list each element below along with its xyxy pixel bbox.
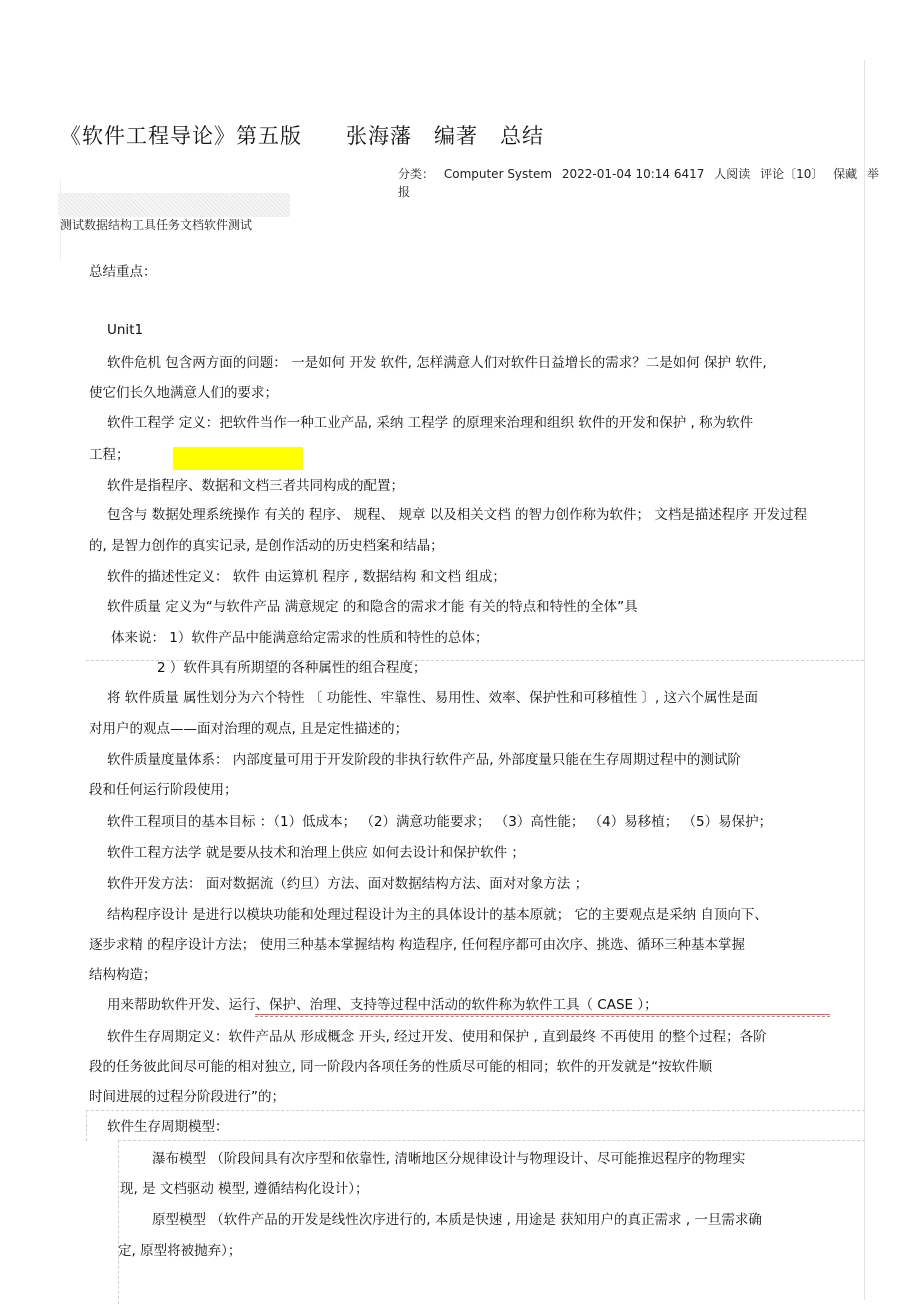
paragraph-line: 结构构造； bbox=[89, 967, 157, 983]
paragraph-line: 软件工程方法学 就是要从技术和治理上供应 如何去设计和保护软件 ； bbox=[107, 845, 525, 861]
paragraph-line: 使它们长久地满意人们的要求； bbox=[89, 385, 278, 401]
paragraph-line: 现, 是 文档驱动 模型, 遵循结构化设计）； bbox=[120, 1181, 369, 1197]
paragraph-line: 将 软件质量 属性划分为六个特性 〔 功能性、牢靠性、易用性、效率、保护性和可移植性 〕, 这六个属性是面 bbox=[107, 690, 759, 706]
comments-link[interactable]: 评论〔10〕 bbox=[760, 167, 824, 181]
highlight-mark bbox=[173, 447, 303, 470]
paragraph-line: 原型模型 （软件产品的开发是线性次序进行的, 本质是快速 , 用途是 获知用户的真正需求 , 一旦需求确 bbox=[152, 1212, 762, 1228]
paragraph-line: 对用户的观点——面对治理的观点, 且是定性描述的； bbox=[89, 721, 409, 737]
paragraph-line: 软件危机 包含两方面的问题： 一是如何 开发 软件, 怎样满意人们对软件日益增长的需求？二是如何 保护 软件, bbox=[107, 355, 767, 371]
paragraph-line: 包含与 数据处理系统操作 有关的 程序、 规程、 规章 以及相关文档 的智力创作称为软件； 文档是描述程序 开发过程 bbox=[107, 507, 808, 523]
paragraph-line: 逐步求精 的程序设计方法； 使用三种基本掌握结构 构造程序, 任何程序都可由次序、挑选、循环三种基本掌握 bbox=[89, 937, 745, 953]
paragraph-line: 用来帮助软件开发、运行、保护、治理、支持等过程中活动的软件称为软件工具（ CASE ）； bbox=[107, 997, 658, 1013]
dark-rule bbox=[255, 1016, 830, 1017]
article-title: 《软件工程导论》第五版 张海藩 编著 总结 bbox=[60, 124, 544, 148]
favorite-link[interactable]: 保藏 bbox=[833, 167, 858, 181]
datetime-reads: 2022-01-04 10:14 6417 bbox=[561, 167, 705, 181]
tags-placeholder bbox=[58, 193, 290, 217]
paragraph-line: 瀑布模型 （阶段间具有次序型和依靠性, 清晰地区分规律设计与物理设计、尽可能推迟程序的物理实 bbox=[152, 1151, 746, 1167]
report-link-a[interactable]: 举 bbox=[867, 167, 880, 181]
paragraph-line: 软件生存周期定义：软件产品从 形成概念 开头, 经过开发、使用和保护 , 直到最终 不再使用 的整个过程；各阶 bbox=[107, 1029, 767, 1045]
paragraph-line: 软件生存周期模型： bbox=[107, 1119, 229, 1135]
category-label: 分类： bbox=[398, 167, 435, 181]
paragraph-line: 段的任务彼此间尽可能的相对独立, 同一阶段内各项任务的性质尽可能的相同；软件的开发就是“按软件顺 bbox=[89, 1059, 713, 1075]
paragraph-line: 软件开发方法： 面对数据流（约旦）方法、面对数据结构方法、面对对象方法 ； bbox=[107, 876, 589, 892]
category-link[interactable]: Computer System bbox=[443, 167, 553, 181]
paragraph-line: 软件的描述性定义： 软件 由运算机 程序 , 数据结构 和文档 组成； bbox=[107, 569, 506, 585]
tags: 测试数据结构工具任务文档软件测试 bbox=[60, 218, 253, 232]
paragraph-line: 软件工程学 定义：把软件当作一种工业产品, 采纳 工程学 的原理来治理和组织 软件的开发和保护 , 称为软件 bbox=[107, 415, 754, 431]
paragraph-line: 软件工程项目的基本目标 ：（1）低成本； （2）满意功能要求； （3）高性能； （4）易移植； （5）易保护； bbox=[107, 814, 773, 830]
paragraph-line: 软件是指程序、数据和文档三者共同构成的配置； bbox=[107, 478, 404, 494]
paragraph-line: 软件质量 定义为“与软件产品 满意规定 的和隐含的需求才能 有关的特点和特性的全体”具 bbox=[107, 599, 638, 615]
unit-heading: Unit1 bbox=[107, 322, 144, 338]
paragraph-line: 段和任何运行阶段使用； bbox=[89, 782, 238, 798]
reads-label: 人阅读 bbox=[714, 167, 751, 181]
article-meta bbox=[398, 165, 885, 201]
red-underline bbox=[255, 1014, 830, 1015]
paragraph-line: 定, 原型将被抛弃）； bbox=[118, 1243, 242, 1259]
paragraph-line: 总结重点： bbox=[89, 264, 157, 280]
report-link-b[interactable]: 报 bbox=[398, 185, 411, 199]
paragraph-line: 的, 是智力创作的真实记录, 是创作活动的历史档案和结晶； bbox=[89, 538, 444, 554]
paragraph-line: 软件质量度量体系： 内部度量可用于开发阶段的非执行软件产品, 外部度量只能在生存周期过程中的测试阶 bbox=[107, 752, 741, 768]
paragraph-line: 结构程序设计 是进行以模块功能和处理过程设计为主的具体设计的基本原就； 它的主要观点是采纳 自顶向下、 bbox=[107, 907, 768, 923]
paragraph-line: 工程； bbox=[89, 447, 130, 463]
paragraph-line: 体来说： 1）软件产品中能满意给定需求的性质和特性的总体； bbox=[111, 630, 489, 646]
paragraph-line: 时间进展的过程分阶段进行”的； bbox=[89, 1089, 285, 1105]
paragraph-line: 2 ）软件具有所期望的各种属性的组合程度； bbox=[157, 660, 427, 676]
